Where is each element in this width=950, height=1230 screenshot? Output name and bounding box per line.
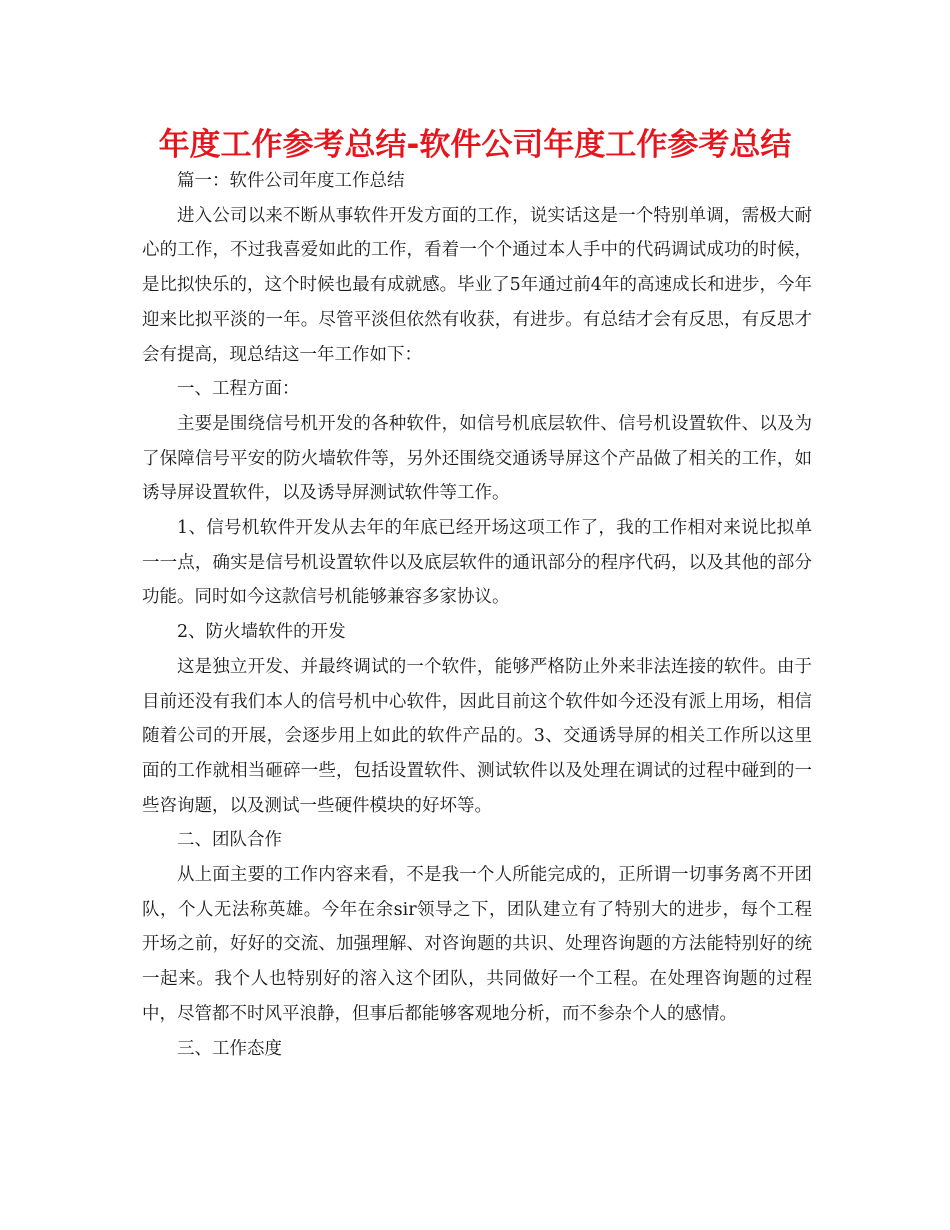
section-heading-projects: 一、工程方面：: [177, 379, 300, 400]
paragraph-firewall: 这是独立开发、并最终调试的一个软件，能够严格防止外来非法连接的软件。由于目前还没有我们本人的信号机中心软件，因此目前这个软件如今还没有派上用场，相信随着公司的开展，会逐步用上如此的软件产品的。3、交通诱导屏的相关工作所以这里面的工作就相当砸碎一些，包括设置软件、测试软件以及处理在调试的过程中碰到的一些咨询题，以及测试一些硬件模块的好坏等。: [142, 656, 812, 816]
paragraph-intro: 进入公司以来不断从事软件开发方面的工作，说实话这是一个特别单调，需极大耐心的工作，不过我喜爱如此的工作，看着一个个通过本人手中的代码调试成功的时候，是比拟快乐的，这个时候也最有成就感。毕业了5年通过前4年的高速成长和进步，今年迎来比拟平淡的一年。尽管平淡但依然有收获，有进步。有总结才会有反思，有反思才会有提高，现总结这一年工作如下：: [142, 205, 812, 365]
section-heading-teamwork: 二、团队合作: [177, 830, 282, 851]
section-heading-part-one: 篇一：软件公司年度工作总结: [177, 171, 405, 191]
paragraph-signal-software: 1、信号机软件开发从去年的年底已经开场这项工作了，我的工作相对来说比拟单一一点，确实是信号机设置软件以及底层软件的通讯部分的程序代码，以及其他的部分功能。同时如今这款信号机能够兼容多家协议。: [142, 518, 812, 608]
paragraph-projects: 主要是围绕信号机开发的各种软件，如信号机底层软件、信号机设置软件、以及为了保障信号平安的防火墙软件等，另外还围绕交通诱导屏这个产品做了相关的工作，如诱导屏设置软件，以及诱导屏测试软件等工作。: [142, 413, 812, 504]
subheading-firewall: 2、防火墙软件的开发: [177, 622, 346, 643]
document-body: [142, 164, 812, 1066]
paragraph-teamwork: 从上面主要的工作内容来看，不是我一个人所能完成的，正所谓一切事务离不开团队，个人无法称英雄。今年在余sir领导之下，团队建立有了特别大的进步，每个工程开场之前，好好的交流、加强理解、对咨询题的共识、处理咨询题的方法能特别好的统一起来。我个人也特别好的溶入这个团队，共同做好一个工程。在处理咨询题的过程中，尽管都不时风平浪静，但事后都能够客观地分析，而不参杂个人的感情。: [142, 865, 812, 1024]
section-heading-attitude: 三、工作态度: [177, 1038, 282, 1059]
document-title: 年度工作参考总结-软件公司年度工作参考总结: [158, 127, 792, 163]
